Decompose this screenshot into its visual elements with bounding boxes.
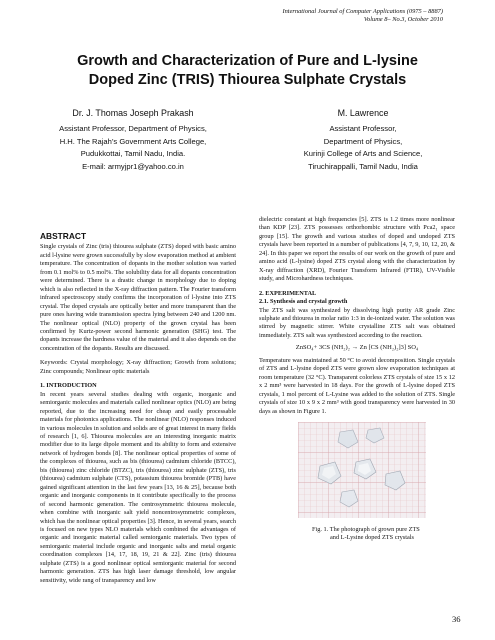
abstract-text: Single crystals of Zinc (tris) thiourea sulphate (ZTS) doped with basic amino acid l-lysine were grown successfully by slow evaporation method at ambient temperature. The concentration of dopants in the mother solution was varied from 0.1 mol% to 0.5 mol%. The solubility data for all dopants concentration were determined. There is a drastic change in morphology due to doping which is also reflected in the X-ray diffraction pattern. The Fourier transform infrared spectroscopy study confirms the incorporation of l-lysine into ZTS crystal. The doped crystals are optically better and more transparent than the pure ones having wide transmission spectra lying between 240 and 1200 nm. The nonlinear optical (NLO) property of the grown crystal has been confirmed by Kurtz-power second harmonic generation (SHG) test. The dopants increase the hardness value of the material and it also depends on the concentration of the dopants. Results are discussed. — [40, 243, 236, 352]
author-1-affiliation-2: H.H. The Rajah’s Government Arts College, — [59, 136, 207, 146]
journal-name: International Journal of Computer Applications (0975 – 8887) — [282, 8, 443, 15]
reaction-equation: ZnSO₄+ 3CS (NH₂)₂ → Zn [CS (NH₂)₂]3] SO₄ — [295, 344, 419, 352]
growth-text: Temperature was maintained at 50 °C to avoid decomposition. Single crystals of ZTS and L-lysine doped ZTS were grown slow evaporation techniques at room temperature (32 °C). Transparent colorless ZTS crystals of size 15 x 12 x 2 mm³ were harvested in 18 days. For the growth of L-lysine doped ZTS crystals, 1 mol percent of L-Lysine was added to the solution of ZTS. Single crystals of size 10 x 9 x 2 mm³ with good transparency were harvested in 30 days as shown in Figure 1. — [259, 356, 455, 415]
introduction-heading: 1. INTRODUCTION — [40, 382, 97, 390]
author-2-affiliation-3: Kurinji College of Arts and Science, — [303, 149, 423, 159]
author-name-2: M. Lawrence — [337, 108, 389, 118]
journal-volume: Volume 8– No.3, October 2010 — [363, 16, 443, 24]
caption-line-2: and L-Lysine doped ZTS crystals — [330, 534, 414, 542]
right-column — [259, 216, 455, 416]
author-name-1: Dr. J. Thomas Joseph Prakash — [72, 108, 194, 118]
author-block-2 — [258, 107, 468, 173]
left-column — [40, 232, 236, 585]
paper-title — [40, 52, 455, 90]
introduction-continued: dielectric constant at high frequencies [5]. ZTS is 1.2 times more nonlinear than KDP [23]. ZTS possesses orthorhombic structure with Pca2₁ space group [15]. The growth and various studies of doped and undoped ZTS crystals have been reported in a number of publications [4, 7, 9, 10, 12, 20, & 24]. In this paper we report the results of our work on the growth of pure and amino acid (L-lysine) doped ZTS crystal along with the characterization by X-ray diffraction (XRD), Fourier Transform Infrared (FTIR), UV-Visible study, and Microhardness techniques. — [259, 216, 455, 283]
page-number: 36 — [452, 614, 461, 624]
experimental-heading: 2. EXPERIMENTAL — [259, 289, 317, 297]
title-line-2: Doped Zinc (TRIS) Thiourea Sulphate Crystals — [88, 72, 407, 88]
author-block-1 — [28, 107, 238, 173]
author-2-affiliation-4: Tiruchirappalli, Tamil Nadu, India — [308, 161, 418, 171]
synthesis-heading: 2.1. Synthesis and crystal growth — [259, 298, 348, 306]
author-1-affiliation-3: Pudukkottai, Tamil Nadu, India. — [80, 149, 186, 159]
crystal-photograph — [298, 422, 426, 518]
abstract-heading: ABSTRACT — [40, 231, 87, 241]
author-2-affiliation-1: Assistant Professor, — [329, 124, 397, 134]
synthesis-text: The ZTS salt was synthesized by dissolving high purity AR grade Zinc sulphate and thiourea in molar ratio 1:3 in de-ionized water. The solution was stirred by magnetic stirrer. White crystalline ZTS salt was obtained immediately. ZTS salt was synthesized according to the reaction. — [259, 306, 455, 339]
author-1-affiliation-1: Assistant Professor, Department of Physics, — [59, 124, 207, 134]
author-1-email: E-mail: armyjpr1@yahoo.co.in — [82, 161, 184, 171]
journal-header — [282, 8, 443, 25]
caption-line-1: Fig. 1. The photograph of grown pure ZTS — [312, 526, 420, 533]
figure-caption — [312, 526, 452, 543]
title-line-1: Growth and Characterization of Pure and L-lysine — [77, 53, 418, 69]
author-2-affiliation-2: Department of Physics, — [323, 136, 403, 146]
introduction-text: In recent years several studies dealing with organic, inorganic and semiorganic molecules and materials called nonlinear optics (NLO) are being reported, due to the increasing need for cheap and easily processable materials for photonics applications. The nonlinear (NLO) responses induced in various molecules in solution and solids are of great interest in many fields of research [1, 6]. Thiourea molecules are an interesting inorganic matrix modifier due to its large dipole moment and its ability to form and extensive network of hydrogen bonds [8]. The nonlinear optical properties of some of the complexes of thiourea, such as bis (thiourea) cadmium chloride (BTCC), bis (thiourea) zinc chloride (BTZC), tris (thiourea) zinc sulphate (ZTS), tris (thiourea) cadmium sulphate (CTS), potassium thiourea bromide (PTB) have gained significant attention in the last few years [13, 16 & 25], because both organic and inorganic components in it contribute specifically to the process of second harmonic generation. The centrosymmetric thiourea molecule, when combine with inorganic salt yield noncentrosymmetric complexes, which has the nonlinear optical properties [3]. Hence, in several years, search is focused on new types NLO materials which combined the advantages of organic and inorganic material called semiorganic materials. Two types of semiorganic material include organic and inorganic salts and metal organic coordination complexes [14, 17, 18, 19, 21 & 22]. Zinc (tris) thiourea sulphate (ZTS) is a good nonlinear optical semiorganic material for second harmonic generation. ZTS has high laser damage threshold, low angular sensitivity, wide rang of transparency and low — [40, 390, 236, 584]
keywords: Keywords: Crystal morphology; X-ray diffraction; Growth from solutions; Zinc compounds; Nonlinear optic materials — [40, 359, 236, 375]
